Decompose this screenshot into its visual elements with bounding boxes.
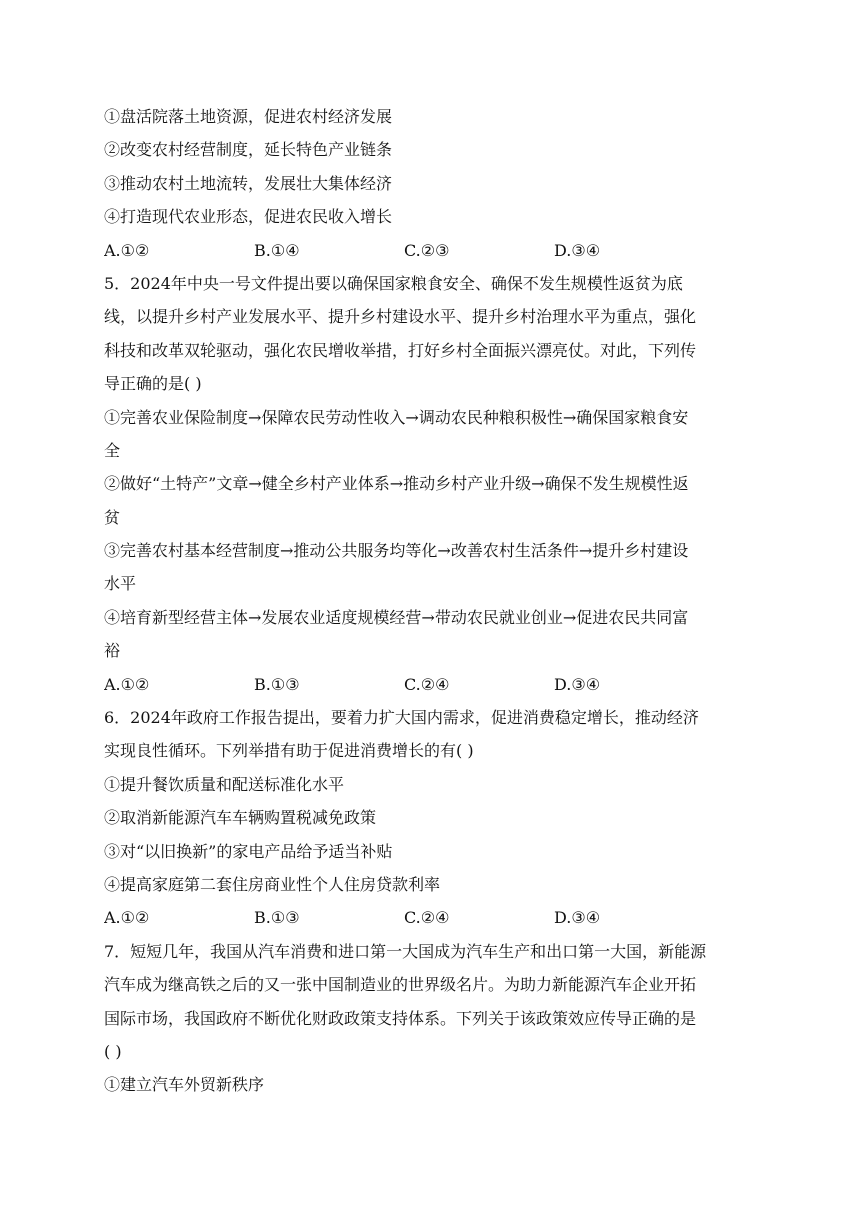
question-4 xyxy=(104,100,754,267)
q5-option-d: D.③④ xyxy=(554,674,601,694)
q6-item-4: ④提高家庭第二套住房商业性个人住房贷款利率 xyxy=(104,874,441,894)
q6-option-d: D.③④ xyxy=(554,908,601,928)
q5-options xyxy=(104,668,754,701)
q4-options xyxy=(104,234,754,267)
q7-stem-line-2: 汽车成为继高铁之后的又一张中国制造业的世界级名片。为助力新能源汽车企业开拓 xyxy=(104,975,697,995)
question-5 xyxy=(104,267,754,701)
q4-item-2: ②改变农村经营制度，延长特色产业链条 xyxy=(104,140,393,160)
q6-item-3: ③对“以旧换新”的家电产品给予适当补贴 xyxy=(104,841,393,861)
q6-item-1: ①提升餐饮质量和配送标准化水平 xyxy=(104,774,345,794)
q5-item-1: ①完善农业保险制度→保障农民劳动性收入→调动农民种粮积极性→确保国家粮食安 xyxy=(104,407,689,427)
q6-item-2: ②取消新能源汽车车辆购置税减免政策 xyxy=(104,808,377,828)
q5-stem-line-1: 5．2024年中央一号文件提出要以确保国家粮食安全、确保不发生规模性返贫为底 xyxy=(104,273,683,293)
q5-item-3: ③完善农村基本经营制度→推动公共服务均等化→改善农村生活条件→提升乡村建设 xyxy=(104,541,689,561)
q6-option-b: B.①③ xyxy=(254,908,300,928)
q5-stem-line-2: 线，以提升乡村产业发展水平、提升乡村建设水平、提升乡村治理水平为重点，强化 xyxy=(104,307,697,327)
q6-option-a: A.①② xyxy=(104,908,150,928)
q4-option-d: D.③④ xyxy=(554,240,601,260)
q5-item-4: ④培育新型经营主体→发展农业适度规模经营→带动农民就业创业→促进农民共同富 xyxy=(104,607,689,627)
q4-option-c: C.②③ xyxy=(404,240,450,260)
q7-stem-line-3: 国际市场，我国政府不断优化财政政策支持体系。下列关于该政策效应传导正确的是 xyxy=(104,1008,697,1028)
q4-item-1: ①盘活院落土地资源，促进农村经济发展 xyxy=(104,107,393,126)
q5-option-c: C.②④ xyxy=(404,674,450,694)
q4-item-4: ④打造现代农业形态，促进农民收入增长 xyxy=(104,207,393,227)
q7-stem-line-1: 7．短短几年，我国从汽车消费和进口第一大国成为汽车生产和出口第一大国，新能源 xyxy=(104,941,707,961)
q5-item-1-cont: 全 xyxy=(104,440,121,460)
q4-option-a: A.①② xyxy=(104,240,150,260)
q5-item-4-cont: 裕 xyxy=(104,641,121,661)
q5-item-2: ②做好“土特产”文章→健全乡村产业体系→推动乡村产业升级→确保不发生规模性返 xyxy=(104,474,689,494)
question-7 xyxy=(104,935,754,1102)
document-page xyxy=(104,100,754,1102)
q5-option-a: A.①② xyxy=(104,674,150,694)
q5-item-3-cont: 水平 xyxy=(104,574,137,594)
q6-stem-line-1: 6．2024年政府工作报告提出，要着力扩大国内需求，促进消费稳定增长，推动经济 xyxy=(104,708,699,728)
q6-stem-line-2: 实现良性循环。下列举措有助于促进消费增长的有( ) xyxy=(104,741,474,761)
q4-option-b: B.①④ xyxy=(254,240,300,260)
q4-item-3: ③推动农村土地流转，发展壮大集体经济 xyxy=(104,173,393,193)
q6-option-c: C.②④ xyxy=(404,908,450,928)
q7-stem-line-4: ( ) xyxy=(104,1041,122,1061)
q7-item-1: ①建立汽车外贸新秩序 xyxy=(104,1075,265,1095)
question-6 xyxy=(104,701,754,935)
q5-stem-line-4: 导正确的是( ) xyxy=(104,374,202,394)
q6-options xyxy=(104,901,754,934)
q5-stem-line-3: 科技和改革双轮驱动，强化农民增收举措，打好乡村全面振兴漂亮仗。对此，下列传 xyxy=(104,340,697,360)
q5-option-b: B.①③ xyxy=(254,674,300,694)
q5-item-2-cont: 贫 xyxy=(104,507,121,527)
